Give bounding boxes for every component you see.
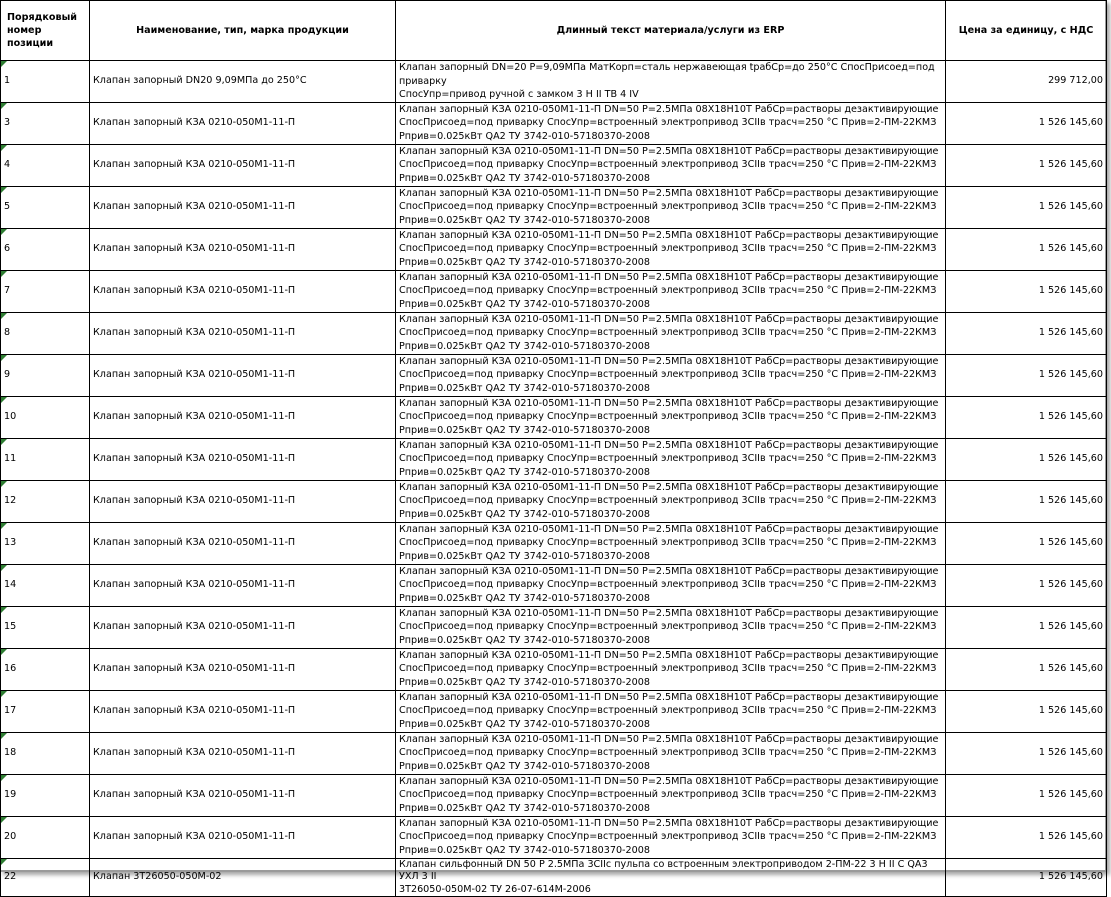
cell-erp-text[interactable]: Клапан запорный КЗА 0210-050М1-11-П DN=50 P=2.5МПа 08Х18Н10Т РабСр=растворы дезактивирующие СпосПрисоед=под приварку СпосУпр=встроенный электропривод 3СIIв трасч=250 °С Прив=2-ПМ-22КМЗ Рприв=0.025кВт QA2 ТУ 3742-010-57180370-2008 <box>396 606 946 648</box>
cell-price[interactable]: 1 526 145,60 <box>946 606 1107 648</box>
cell-name[interactable]: Клапан запорный КЗА 0210-050М1-11-П <box>90 270 396 312</box>
cell-position[interactable]: 3 <box>1 102 90 144</box>
cell-name[interactable]: Клапан запорный КЗА 0210-050М1-11-П <box>90 102 396 144</box>
cell-erp-text[interactable]: Клапан запорный КЗА 0210-050М1-11-П DN=50 P=2.5МПа 08Х18Н10Т РабСр=растворы дезактивирующие СпосПрисоед=под приварку СпосУпр=встроенный электропривод 3СIIв трасч=250 °С Прив=2-ПМ-22КМЗ Рприв=0.025кВт QA2 ТУ 3742-010-57180370-2008 <box>396 438 946 480</box>
cell-erp-text[interactable]: Клапан запорный КЗА 0210-050М1-11-П DN=50 P=2.5МПа 08Х18Н10Т РабСр=растворы дезактивирующие СпосПрисоед=под приварку СпосУпр=встроенный электропривод 3СIIв трасч=250 °С Прив=2-ПМ-22КМЗ Рприв=0.025кВт QA2 ТУ 3742-010-57180370-2008 <box>396 102 946 144</box>
table-row <box>1 690 1107 732</box>
cell-position[interactable]: 11 <box>1 438 90 480</box>
cell-erp-text[interactable]: Клапан запорный DN=20 Р=9,09МПа МатКорп=сталь нержавеющая tрабСр=до 250°С СпосПрисоед=под приварку СпосУпр=привод ручной с замком 3 Н II ТВ 4 IV <box>396 61 946 103</box>
cell-position[interactable]: 22 <box>1 858 90 897</box>
table-row <box>1 61 1107 103</box>
cell-price[interactable]: 1 526 145,60 <box>946 648 1107 690</box>
table-row <box>1 312 1107 354</box>
cell-name[interactable]: Клапан запорный КЗА 0210-050М1-11-П <box>90 774 396 816</box>
cell-name[interactable]: Клапан запорный КЗА 0210-050М1-11-П <box>90 396 396 438</box>
cell-position[interactable]: 16 <box>1 648 90 690</box>
cell-price[interactable]: 1 526 145,60 <box>946 186 1107 228</box>
cell-name[interactable]: Клапан запорный КЗА 0210-050М1-11-П <box>90 690 396 732</box>
cell-name[interactable]: Клапан запорный КЗА 0210-050М1-11-П <box>90 438 396 480</box>
cell-price[interactable]: 1 526 145,60 <box>946 312 1107 354</box>
cell-position[interactable]: 7 <box>1 270 90 312</box>
cell-erp-text[interactable]: Клапан запорный КЗА 0210-050М1-11-П DN=50 P=2.5МПа 08Х18Н10Т РабСр=растворы дезактивирующие СпосПрисоед=под приварку СпосУпр=встроенный электропривод 3СIIв трасч=250 °С Прив=2-ПМ-22КМЗ Рприв=0.025кВт QA2 ТУ 3742-010-57180370-2008 <box>396 144 946 186</box>
cell-erp-text[interactable]: Клапан запорный КЗА 0210-050М1-11-П DN=50 P=2.5МПа 08Х18Н10Т РабСр=растворы дезактивирующие СпосПрисоед=под приварку СпосУпр=встроенный электропривод 3СIIв трасч=250 °С Прив=2-ПМ-22КМЗ Рприв=0.025кВт QA2 ТУ 3742-010-57180370-2008 <box>396 396 946 438</box>
cell-price[interactable]: 1 526 145,60 <box>946 564 1107 606</box>
cell-name[interactable]: Клапан запорный КЗА 0210-050М1-11-П <box>90 354 396 396</box>
header-row <box>1 1 1107 61</box>
cell-name[interactable]: Клапан запорный КЗА 0210-050М1-11-П <box>90 522 396 564</box>
cell-erp-text[interactable]: Клапан запорный КЗА 0210-050М1-11-П DN=50 P=2.5МПа 08Х18Н10Т РабСр=растворы дезактивирующие СпосПрисоед=под приварку СпосУпр=встроенный электропривод 3СIIв трасч=250 °С Прив=2-ПМ-22КМЗ Рприв=0.025кВт QA2 ТУ 3742-010-57180370-2008 <box>396 648 946 690</box>
cell-price[interactable]: 1 526 145,60 <box>946 858 1107 897</box>
cell-position[interactable]: 20 <box>1 816 90 858</box>
table-row <box>1 774 1107 816</box>
cell-price[interactable]: 1 526 145,60 <box>946 816 1107 858</box>
cell-price[interactable]: 1 526 145,60 <box>946 774 1107 816</box>
table-row <box>1 396 1107 438</box>
cell-name[interactable]: Клапан запорный КЗА 0210-050М1-11-П <box>90 564 396 606</box>
header-erp-text[interactable]: Длинный текст материала/услуги из ERP <box>396 1 946 61</box>
cell-position[interactable]: 19 <box>1 774 90 816</box>
cell-position[interactable]: 6 <box>1 228 90 270</box>
table-row <box>1 480 1107 522</box>
cell-position[interactable]: 14 <box>1 564 90 606</box>
table-row <box>1 354 1107 396</box>
header-price[interactable]: Цена за единицу, с НДС <box>946 1 1107 61</box>
cell-position[interactable]: 17 <box>1 690 90 732</box>
cell-erp-text[interactable]: Клапан запорный КЗА 0210-050М1-11-П DN=50 P=2.5МПа 08Х18Н10Т РабСр=растворы дезактивирующие СпосПрисоед=под приварку СпосУпр=встроенный электропривод 3СIIв трасч=250 °С Прив=2-ПМ-22КМЗ Рприв=0.025кВт QA2 ТУ 3742-010-57180370-2008 <box>396 690 946 732</box>
cell-position[interactable]: 13 <box>1 522 90 564</box>
cell-erp-text[interactable]: Клапан запорный КЗА 0210-050М1-11-П DN=50 P=2.5МПа 08Х18Н10Т РабСр=растворы дезактивирующие СпосПрисоед=под приварку СпосУпр=встроенный электропривод 3СIIв трасч=250 °С Прив=2-ПМ-22КМЗ Рприв=0.025кВт QA2 ТУ 3742-010-57180370-2008 <box>396 270 946 312</box>
cell-name[interactable]: Клапан запорный КЗА 0210-050М1-11-П <box>90 186 396 228</box>
cell-name[interactable]: Клапан запорный КЗА 0210-050М1-11-П <box>90 228 396 270</box>
cell-erp-text[interactable]: Клапан запорный КЗА 0210-050М1-11-П DN=50 P=2.5МПа 08Х18Н10Т РабСр=растворы дезактивирующие СпосПрисоед=под приварку СпосУпр=встроенный электропривод 3СIIв трасч=250 °С Прив=2-ПМ-22КМЗ Рприв=0.025кВт QA2 ТУ 3742-010-57180370-2008 <box>396 522 946 564</box>
table-row <box>1 102 1107 144</box>
table-row <box>1 228 1107 270</box>
table-row <box>1 858 1107 897</box>
cell-erp-text[interactable]: Клапан сильфонный DN 50 Р 2.5МПа 3СIIс пульпа со встроенным электроприводом 2-ПМ-22 3 Н II С QA3 УХЛ 3 II 3Т26050-050М-02 ТУ 26-07-614М-2006 <box>396 858 946 897</box>
cell-name[interactable]: Клапан запорный КЗА 0210-050М1-11-П <box>90 606 396 648</box>
table-body <box>1 61 1107 897</box>
cell-position[interactable]: 8 <box>1 312 90 354</box>
cell-name[interactable]: Клапан запорный КЗА 0210-050М1-11-П <box>90 312 396 354</box>
cell-name[interactable]: Клапан запорный КЗА 0210-050М1-11-П <box>90 648 396 690</box>
cell-name[interactable]: Клапан запорный КЗА 0210-050М1-11-П <box>90 732 396 774</box>
cell-price[interactable]: 1 526 145,60 <box>946 354 1107 396</box>
cell-position[interactable]: 9 <box>1 354 90 396</box>
table-row <box>1 606 1107 648</box>
table-row <box>1 648 1107 690</box>
table-row <box>1 564 1107 606</box>
table-row <box>1 270 1107 312</box>
cell-price[interactable]: 1 526 145,60 <box>946 732 1107 774</box>
cell-price[interactable]: 1 526 145,60 <box>946 396 1107 438</box>
cell-erp-text[interactable]: Клапан запорный КЗА 0210-050М1-11-П DN=50 P=2.5МПа 08Х18Н10Т РабСр=растворы дезактивирующие СпосПрисоед=под приварку СпосУпр=встроенный электропривод 3СIIв трасч=250 °С Прив=2-ПМ-22КМЗ Рприв=0.025кВт QA2 ТУ 3742-010-57180370-2008 <box>396 564 946 606</box>
header-position[interactable]: Порядковый номер позиции <box>1 1 90 61</box>
cell-name[interactable]: Клапан 3Т26050-050М-02 <box>90 858 396 897</box>
cell-erp-text[interactable]: Клапан запорный КЗА 0210-050М1-11-П DN=50 P=2.5МПа 08Х18Н10Т РабСр=растворы дезактивирующие СпосПрисоед=под приварку СпосУпр=встроенный электропривод 3СIIв трасч=250 °С Прив=2-ПМ-22КМЗ Рприв=0.025кВт QA2 ТУ 3742-010-57180370-2008 <box>396 480 946 522</box>
cell-name[interactable]: Клапан запорный КЗА 0210-050М1-11-П <box>90 816 396 858</box>
cell-erp-text[interactable]: Клапан запорный КЗА 0210-050М1-11-П DN=50 P=2.5МПа 08Х18Н10Т РабСр=растворы дезактивирующие СпосПрисоед=под приварку СпосУпр=встроенный электропривод 3СIIв трасч=250 °С Прив=2-ПМ-22КМЗ Рприв=0.025кВт QA2 ТУ 3742-010-57180370-2008 <box>396 228 946 270</box>
cell-erp-text[interactable]: Клапан запорный КЗА 0210-050М1-11-П DN=50 P=2.5МПа 08Х18Н10Т РабСр=растворы дезактивирующие СпосПрисоед=под приварку СпосУпр=встроенный электропривод 3СIIв трасч=250 °С Прив=2-ПМ-22КМЗ Рприв=0.025кВт QA2 ТУ 3742-010-57180370-2008 <box>396 774 946 816</box>
cell-price[interactable]: 1 526 145,60 <box>946 228 1107 270</box>
cell-position[interactable]: 5 <box>1 186 90 228</box>
cell-erp-text[interactable]: Клапан запорный КЗА 0210-050М1-11-П DN=50 P=2.5МПа 08Х18Н10Т РабСр=растворы дезактивирующие СпосПрисоед=под приварку СпосУпр=встроенный электропривод 3СIIв трасч=250 °С Прив=2-ПМ-22КМЗ Рприв=0.025кВт QA2 ТУ 3742-010-57180370-2008 <box>396 816 946 858</box>
table-row <box>1 816 1107 858</box>
cell-price[interactable]: 1 526 145,60 <box>946 144 1107 186</box>
cell-name[interactable]: Клапан запорный КЗА 0210-050М1-11-П <box>90 480 396 522</box>
cell-name[interactable]: Клапан запорный КЗА 0210-050М1-11-П <box>90 144 396 186</box>
header-name[interactable]: Наименование, тип, марка продукции <box>90 1 396 61</box>
cell-price[interactable]: 1 526 145,60 <box>946 270 1107 312</box>
table-row <box>1 186 1107 228</box>
cell-position[interactable]: 12 <box>1 480 90 522</box>
cell-name[interactable]: Клапан запорный DN20 9,09МПа до 250°С <box>90 61 396 103</box>
cell-position[interactable]: 4 <box>1 144 90 186</box>
cell-position[interactable]: 1 <box>1 61 90 103</box>
table-row <box>1 732 1107 774</box>
cell-erp-text[interactable]: Клапан запорный КЗА 0210-050М1-11-П DN=50 P=2.5МПа 08Х18Н10Т РабСр=растворы дезактивирующие СпосПрисоед=под приварку СпосУпр=встроенный электропривод 3СIIв трасч=250 °С Прив=2-ПМ-22КМЗ Рприв=0.025кВт QA2 ТУ 3742-010-57180370-2008 <box>396 312 946 354</box>
cell-price[interactable]: 1 526 145,60 <box>946 102 1107 144</box>
table-row <box>1 144 1107 186</box>
cell-erp-text[interactable]: Клапан запорный КЗА 0210-050М1-11-П DN=50 P=2.5МПа 08Х18Н10Т РабСр=растворы дезактивирующие СпосПрисоед=под приварку СпосУпр=встроенный электропривод 3СIIв трасч=250 °С Прив=2-ПМ-22КМЗ Рприв=0.025кВт QA2 ТУ 3742-010-57180370-2008 <box>396 354 946 396</box>
cell-erp-text[interactable]: Клапан запорный КЗА 0210-050М1-11-П DN=50 P=2.5МПа 08Х18Н10Т РабСр=растворы дезактивирующие СпосПрисоед=под приварку СпосУпр=встроенный электропривод 3СIIв трасч=250 °С Прив=2-ПМ-22КМЗ Рприв=0.025кВт QA2 ТУ 3742-010-57180370-2008 <box>396 186 946 228</box>
table-row <box>1 438 1107 480</box>
cell-position[interactable]: 18 <box>1 732 90 774</box>
cell-price[interactable]: 1 526 145,60 <box>946 480 1107 522</box>
cell-price[interactable]: 299 712,00 <box>946 61 1107 103</box>
cell-price[interactable]: 1 526 145,60 <box>946 690 1107 732</box>
table-row <box>1 522 1107 564</box>
cell-erp-text[interactable]: Клапан запорный КЗА 0210-050М1-11-П DN=50 P=2.5МПа 08Х18Н10Т РабСр=растворы дезактивирующие СпосПрисоед=под приварку СпосУпр=встроенный электропривод 3СIIв трасч=250 °С Прив=2-ПМ-22КМЗ Рприв=0.025кВт QA2 ТУ 3742-010-57180370-2008 <box>396 732 946 774</box>
cell-position[interactable]: 10 <box>1 396 90 438</box>
cell-price[interactable]: 1 526 145,60 <box>946 522 1107 564</box>
cell-position[interactable]: 15 <box>1 606 90 648</box>
cell-price[interactable]: 1 526 145,60 <box>946 438 1107 480</box>
